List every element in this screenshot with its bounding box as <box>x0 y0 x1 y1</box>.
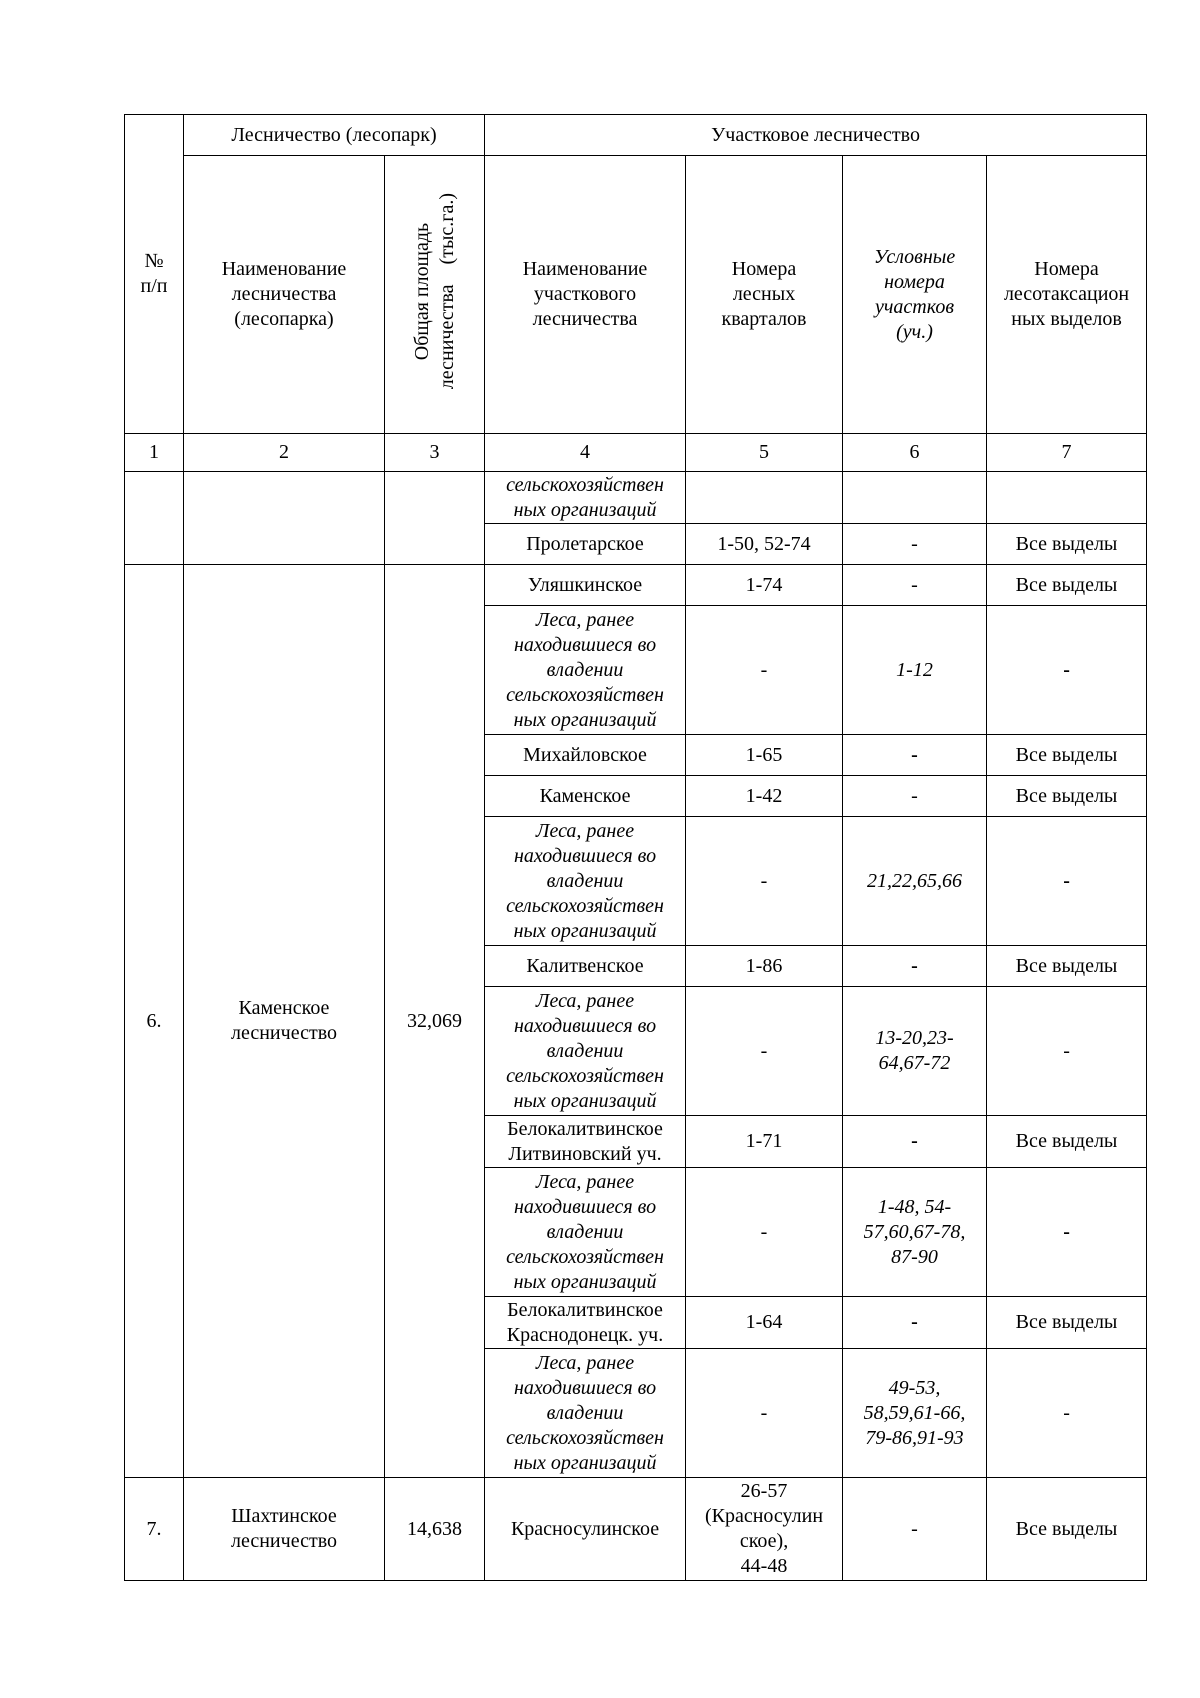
former-agri-forests-label: Леса, ранее находившиеся во владении сельскохозяйствен ных организаций <box>485 606 686 735</box>
forestry-table <box>124 114 1147 1581</box>
former-agri-forests-label: Леса, ранее находившиеся во владении сельскохозяйствен ных организаций <box>485 1349 686 1478</box>
plots-cell: 21,22,65,66 <box>843 817 987 946</box>
vydels-cell: Все выделы <box>987 1116 1147 1168</box>
table-row <box>125 565 1147 606</box>
district-name: Калитвенское <box>485 946 686 987</box>
district-name: Михайловское <box>485 735 686 776</box>
plots-cell: 1-48, 54- 57,60,67-78, 87-90 <box>843 1168 987 1297</box>
quarters-cell: 1-50, 52-74 <box>686 524 843 565</box>
plots-cell: 49-53, 58,59,61-66, 79-86,91-93 <box>843 1349 987 1478</box>
col-number: 1 <box>125 434 184 472</box>
col-number: 6 <box>843 434 987 472</box>
district-name: Белокалитвинское Краснодонецк. уч. <box>485 1297 686 1349</box>
plots-cell: - <box>843 1297 987 1349</box>
vydels-cell: Все выделы <box>987 565 1147 606</box>
col-number: 3 <box>385 434 485 472</box>
quarters-cell: 26-57 (Красносулин ское), 44-48 <box>686 1478 843 1581</box>
header-no: № п/п <box>125 115 184 434</box>
plots-cell: - <box>843 735 987 776</box>
plots-cell: - <box>843 1116 987 1168</box>
prev-no-cell <box>125 472 184 565</box>
quarters-cell: 1-65 <box>686 735 843 776</box>
empty-cell <box>686 472 843 524</box>
former-agri-forests-label: Леса, ранее находившиеся во владении сельскохозяйствен ных организаций <box>485 817 686 946</box>
district-name: Белокалитвинское Литвиновский уч. <box>485 1116 686 1168</box>
vydels-cell: - <box>987 987 1147 1116</box>
vydels-cell: - <box>987 1168 1147 1297</box>
district-name: Пролетарское <box>485 524 686 565</box>
plots-cell: 1-12 <box>843 606 987 735</box>
header-col7: Номера лесотаксацион ных выделов <box>987 156 1147 434</box>
vydels-cell: Все выделы <box>987 946 1147 987</box>
col-number: 5 <box>686 434 843 472</box>
plots-cell: - <box>843 565 987 606</box>
table-row <box>125 472 1147 524</box>
forestry-name: Шахтинское лесничество <box>184 1478 385 1581</box>
district-name: Каменское <box>485 776 686 817</box>
vydels-cell: - <box>987 606 1147 735</box>
quarters-cell: - <box>686 817 843 946</box>
plots-cell: 13-20,23- 64,67-72 <box>843 987 987 1116</box>
plots-cell: - <box>843 1478 987 1581</box>
vydels-cell: - <box>987 817 1147 946</box>
quarters-cell: 1-64 <box>686 1297 843 1349</box>
quarters-cell: - <box>686 987 843 1116</box>
quarters-cell: 1-42 <box>686 776 843 817</box>
plots-cell: - <box>843 524 987 565</box>
header-forestry-group: Лесничество (лесопарк) <box>184 115 485 156</box>
header-col4: Наименование участкового лесничества <box>485 156 686 434</box>
header-col6: Условные номера участков (уч.) <box>843 156 987 434</box>
header-district-group: Участковое лесничество <box>485 115 1147 156</box>
forestry-number: 7. <box>125 1478 184 1581</box>
header-col2: Наименование лесничества (лесопарка) <box>184 156 385 434</box>
district-name: Уляшкинское <box>485 565 686 606</box>
empty-cell <box>843 472 987 524</box>
vydels-cell: Все выделы <box>987 735 1147 776</box>
vydels-cell: Все выделы <box>987 524 1147 565</box>
prev-name-cell <box>184 472 385 565</box>
col-number: 4 <box>485 434 686 472</box>
column-numbers-row <box>125 434 1147 472</box>
forestry-number: 6. <box>125 565 184 1478</box>
col-number: 2 <box>184 434 385 472</box>
vydels-cell: Все выделы <box>987 1297 1147 1349</box>
district-name: Красносулинское <box>485 1478 686 1581</box>
table-row <box>125 1478 1147 1581</box>
prev-continued-text: сельскохозяйствен ных организаций <box>485 472 686 524</box>
vydels-cell: Все выделы <box>987 1478 1147 1581</box>
vydels-cell: Все выделы <box>987 776 1147 817</box>
col-number: 7 <box>987 434 1147 472</box>
quarters-cell: - <box>686 1349 843 1478</box>
quarters-cell: 1-71 <box>686 1116 843 1168</box>
forestry-area: 14,638 <box>385 1478 485 1581</box>
vydels-cell: - <box>987 1349 1147 1478</box>
forestry-area: 32,069 <box>385 565 485 1478</box>
prev-area-cell <box>385 472 485 565</box>
empty-cell <box>987 472 1147 524</box>
forestry-name: Каменское лесничество <box>184 565 385 1478</box>
quarters-cell: - <box>686 1168 843 1297</box>
header-col5: Номера лесных кварталов <box>686 156 843 434</box>
plots-cell: - <box>843 776 987 817</box>
former-agri-forests-label: Леса, ранее находившиеся во владении сельскохозяйствен ных организаций <box>485 1168 686 1297</box>
plots-cell: - <box>843 946 987 987</box>
header-col3: Общая площадь лесничества (тыс.га.) <box>385 156 485 434</box>
quarters-cell: - <box>686 606 843 735</box>
former-agri-forests-label: Леса, ранее находившиеся во владении сельскохозяйствен ных организаций <box>485 987 686 1116</box>
quarters-cell: 1-74 <box>686 565 843 606</box>
quarters-cell: 1-86 <box>686 946 843 987</box>
